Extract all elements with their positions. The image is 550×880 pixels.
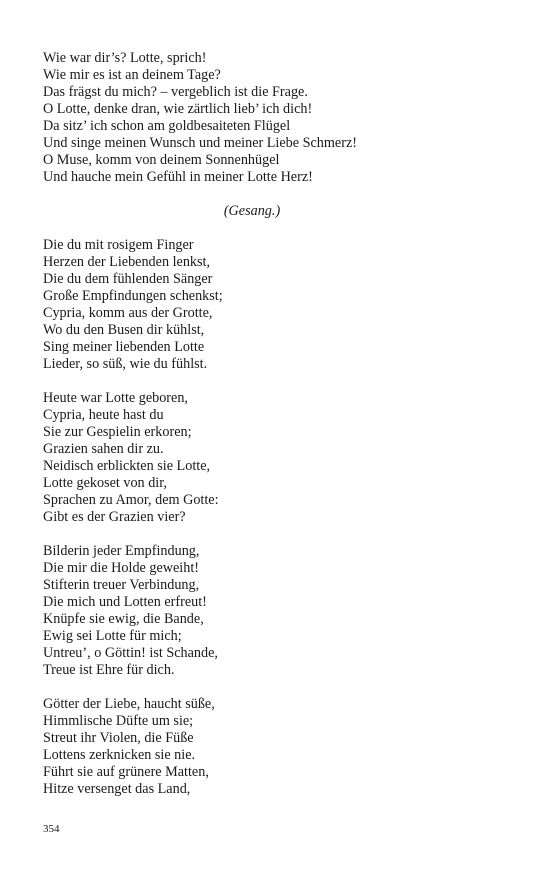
intro-stanza [43, 50, 513, 186]
poem-line: Große Empfindungen schenkst; [43, 288, 223, 304]
stanza-4 [43, 696, 513, 798]
poem-line: Führt sie auf grünere Matten, [43, 764, 209, 780]
poem-line: Wie war dir’s? Lotte, sprich! [43, 50, 207, 66]
poem-line: Stifterin treuer Verbindung, [43, 577, 200, 593]
page-number: 354 [43, 823, 60, 835]
poem-line: Cypria, heute hast du [43, 407, 164, 423]
section-heading: (Gesang.) [223, 203, 281, 219]
poem-line: Untreu’, o Göttin! ist Schande, [43, 645, 218, 661]
poem-line: Herzen der Liebenden lenkst, [43, 254, 211, 270]
poem-line: Wie mir es ist an deinem Tage? [43, 67, 221, 83]
poem-line: Heute war Lotte geboren, [43, 390, 188, 406]
poem-line: Sing meiner liebenden Lotte [43, 339, 205, 355]
poem-line: Himmlische Düfte um sie; [43, 713, 194, 729]
poem-line: Bilderin jeder Empfindung, [43, 543, 200, 559]
poem-line: Die mir die Holde geweiht! [43, 560, 200, 576]
stanza-3 [43, 543, 513, 679]
poem-line: Neidisch erblickten sie Lotte, [43, 458, 211, 474]
poem-line: Knüpfe sie ewig, die Bande, [43, 611, 204, 627]
poem-line: Treue ist Ehre für dich. [43, 662, 175, 678]
poem-text [43, 50, 513, 798]
poem-line: Und hauche mein Gefühl in meiner Lotte Herz! [43, 169, 313, 185]
poem-line: Gibt es der Grazien vier? [43, 509, 186, 525]
poem-line: Lottens zerknicken sie nie. [43, 747, 196, 763]
stanza-1 [43, 237, 513, 373]
poem-line: Grazien sahen dir zu. [43, 441, 164, 457]
poem-line: O Muse, komm von deinem Sonnenhügel [43, 152, 280, 168]
poem-line: Ewig sei Lotte für mich; [43, 628, 182, 644]
poem-line: Das frägst du mich? – vergeblich ist die Frage. [43, 84, 308, 100]
poem-line: Die du dem fühlenden Sänger [43, 271, 213, 287]
poem-line: Götter der Liebe, haucht süße, [43, 696, 215, 712]
poem-line: Und singe meinen Wunsch und meiner Liebe Schmerz! [43, 135, 357, 151]
poem-line: Wo du den Busen dir kühlst, [43, 322, 205, 338]
poem-line: Sie zur Gespielin erkoren; [43, 424, 192, 440]
poem-line: O Lotte, denke dran, wie zärtlich lieb’ ich dich! [43, 101, 313, 117]
poem-line: Da sitz’ ich schon am goldbesaiteten Flügel [43, 118, 291, 134]
poem-line: Die mich und Lotten erfreut! [43, 594, 207, 610]
poem-line: Sprachen zu Amor, dem Gotte: [43, 492, 219, 508]
poem-line: Hitze versenget das Land, [43, 781, 191, 797]
poem-line: Lieder, so süß, wie du fühlst. [43, 356, 208, 372]
stanza-2 [43, 390, 513, 526]
poem-line: Die du mit rosigem Finger [43, 237, 194, 253]
poem-line: Streut ihr Violen, die Füße [43, 730, 194, 746]
poem-line: Cypria, komm aus der Grotte, [43, 305, 213, 321]
poem-line: Lotte gekoset von dir, [43, 475, 167, 491]
